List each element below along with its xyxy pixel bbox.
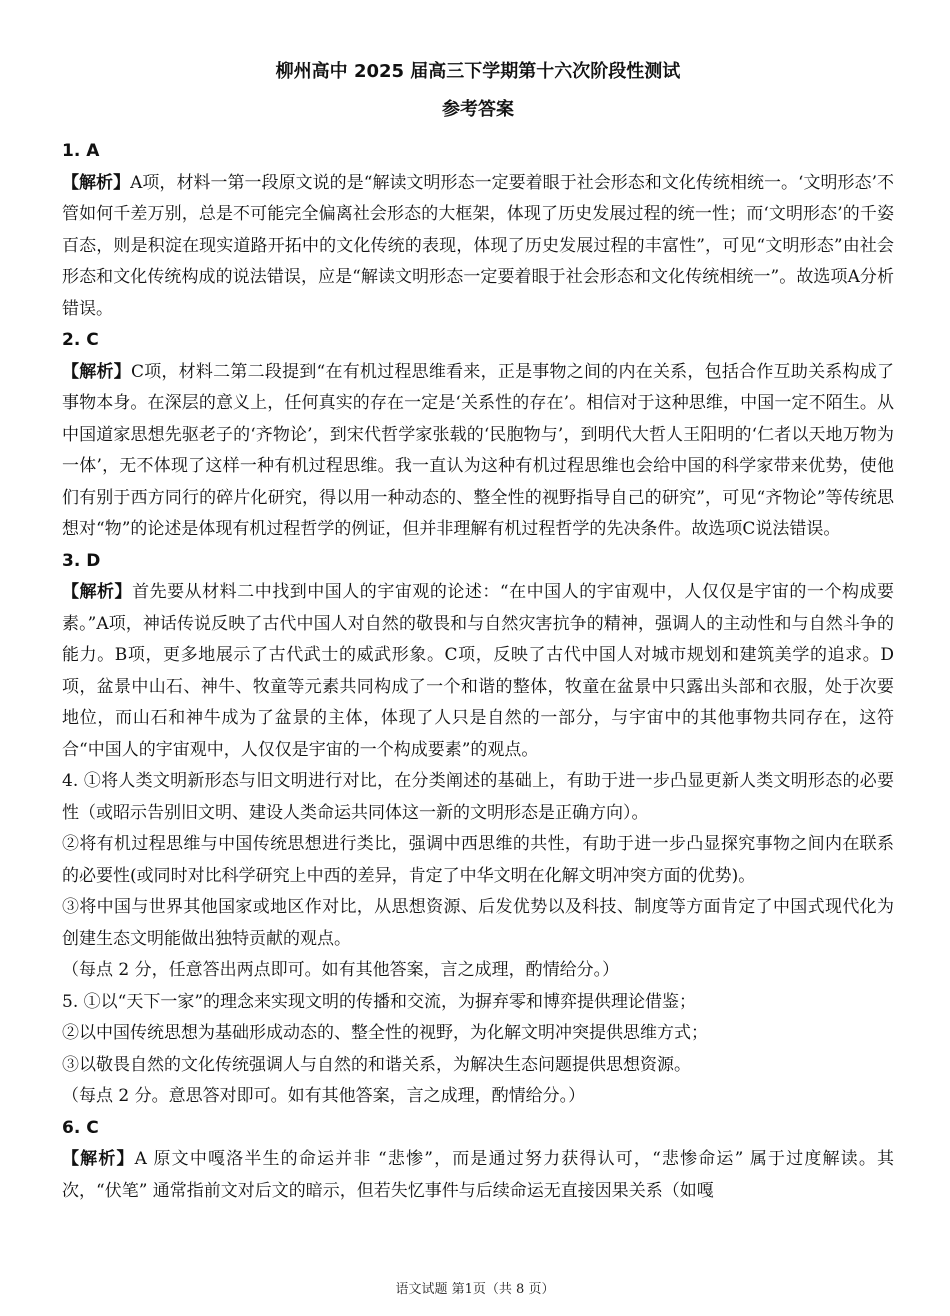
question-4-point-1: 4. ①将人类文明新形态与旧文明进行对比，在分类阐述的基础上，有助于进一步凸显更新人类文明形态的必要性（或昭示告别旧文明、建设人类命运共同体这一新的文明形态是正确方向）。	[62, 771, 894, 823]
question-3-number: 3. D	[62, 550, 101, 571]
question-3-analysis	[62, 577, 894, 766]
analysis-tag: 【解析】	[62, 1149, 135, 1169]
answer-page	[62, 58, 894, 1207]
question-4-point-3: ③将中国与世界其他国家或地区作对比，从思想资源、后发优势以及科技、制度等方面肯定了中国式现代化为创建生态文明能做出独特贡献的观点。	[62, 897, 894, 949]
question-2-analysis	[62, 357, 894, 546]
question-5-point-1: 5. ①以“天下一家”的理念来实现文明的传播和交流，为摒弃零和博弈提供理论借鉴；	[62, 991, 697, 1012]
question-6-analysis	[62, 1144, 894, 1207]
question-6-number: 6. C	[62, 1117, 99, 1138]
page-footer: 语文试题 第1页（共 8 页）	[395, 1282, 555, 1297]
analysis-tag: 【解析】	[62, 582, 133, 602]
question-5-point-3: ③以敬畏自然的文化传统强调人与自然的和谐关系，为解决生态问题提供思想资源。	[62, 1054, 691, 1075]
question-4-scoring-note: （每点 2 分，任意答出两点即可。如有其他答案，言之成理，酌情给分。）	[62, 960, 620, 980]
page-title: 柳州高中 2025 届高三下学期第十六次阶段性测试	[275, 61, 681, 82]
analysis-tag: 【解析】	[62, 172, 131, 193]
question-4-point-2: ②将有机过程思维与中国传统思想进行类比，强调中西思维的共性，有助于进一步凸显探究事物之间内在联系的必要性(或同时对比科学研究上中西的差异，肯定了中华文明在化解文明冲突方面的优势)。	[62, 834, 894, 886]
analysis-tag: 【解析】	[62, 361, 131, 382]
question-1-number: 1. A	[62, 141, 100, 161]
question-2-number: 2. C	[62, 330, 99, 350]
analysis-text: 首先要从材料二中找到中国人的宇宙观的论述：“在中国人的宇宙观中，人仅仅是宇宙的一个构成要素。”A项，神话传说反映了古代中国人对自然的敬畏和与自然灾害抗争的精神，强调人的主动性和与自然斗争的能力。B项，更多地展示了古代武士的威武形象。C项，反映了古代中国人对城市规划和建筑美学的追求。D项，盆景中山石、神牛、牧童等元素共同构成了一个和谐的整体，牧童在盆景中只露出头部和衣服，处于次要地位，而山石和神牛成为了盆景的主体，体现了人只是自然的一部分，与宇宙中的其他事物共同存在，这符合“中国人的宇宙观中，人仅仅是宇宙的一个构成要素”的观点。	[62, 582, 894, 760]
analysis-text: A项，材料一第一段原文说的是“解读文明形态一定要着眼于社会形态和文化传统相统一。‘文明形态’不管如何千差万别，总是不可能完全偏离社会形态的大框架，体现了历史发展过程的统一性；而‘文明形态’的千姿百态，则是积淀在现实道路开拓中的文化传统的表现，体现了历史发展过程的丰富性”，可见“文明形态”由社会形态和文化传统构成的说法错误，应是“解读文明形态一定要着眼于社会形态和文化传统相统一”。故选项A分析错误。	[62, 172, 895, 319]
question-5-point-2: ②以中国传统思想为基础形成动态的、整全性的视野，为化解文明冲突提供思维方式；	[62, 1023, 708, 1043]
page-subtitle: 参考答案	[442, 99, 514, 120]
analysis-text: A 原文中嘎洛半生的命运并非 “悲惨”，而是通过努力获得认可，“悲惨命运” 属于过度解读。其次，“伏笔” 通常指前文对后文的暗示，但若失忆事件与后续命运无直接因果关系（如嘎	[62, 1149, 894, 1201]
question-5-scoring-note: （每点 2 分。意思答对即可。如有其他答案，言之成理，酌情给分。）	[62, 1086, 586, 1106]
analysis-text: C项，材料二第二段提到“在有机过程思维看来，正是事物之间的内在关系，包括合作互助关系构成了事物本身。在深层的意义上，任何真实的存在一定是‘关系性的存在’。相信对于这种思维，中国一定不陌生。从中国道家思想先驱老子的‘齐物论’，到宋代哲学家张载的‘民胞物与’，到明代大哲人王阳明的‘仁者以天地万物为一体’，无不体现了这样一种有机过程思维。我一直认为这种有机过程思维也会给中国的科学家带来优势，使他们有别于西方同行的碎片化研究，得以用一种动态的、整全性的视野指导自己的研究”，可见“齐物论”等传统思想对“物”的论述是体现有机过程哲学的例证，但并非理解有机过程哲学的先决条件。故选项C说法错误。	[62, 361, 895, 539]
question-1-analysis	[62, 168, 894, 326]
